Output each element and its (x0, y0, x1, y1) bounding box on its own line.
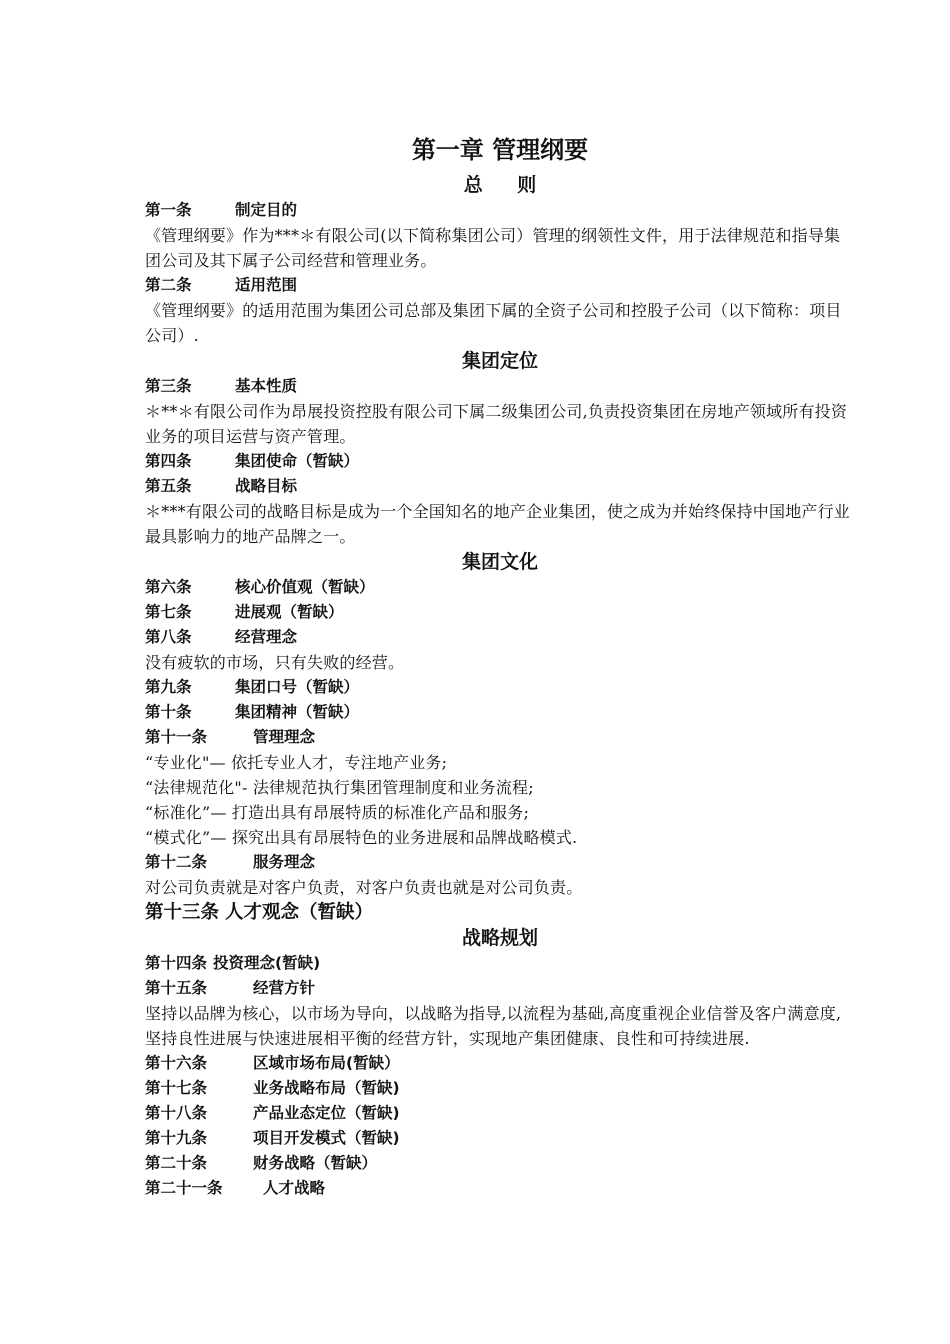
body-paragraph: “标准化”— 打造出具有昂展特质的标准化产品和服务; (145, 803, 530, 822)
article-heading (145, 700, 855, 725)
article-heading (145, 976, 855, 1001)
chapter-title: 第一章 管理纲要 (411, 136, 589, 164)
article-title: 人才战略 (263, 1179, 326, 1197)
article-title: 区域市场布局(暂缺） (253, 1054, 400, 1072)
body-paragraph: 坚持以品牌为核心，以市场为导向，以战略为指导,以流程为基础,高度重视企业信誉及客户满意度,坚持良性进展与快速进展相平衡的经营方针，实现地产集团健康、良性和可持续进展. (145, 1004, 842, 1048)
article-number: 第十九条 (145, 1129, 208, 1147)
article-title: 产品业态定位（暂缺) (253, 1104, 400, 1122)
article-title: 适用范围 (235, 276, 298, 294)
article-heading (145, 449, 855, 474)
article-heading (145, 1151, 855, 1176)
article-title: 经营方针 (253, 979, 316, 997)
article-number: 第八条 (145, 628, 192, 646)
article-number: 第九条 (145, 678, 192, 696)
article-number: 第十三条 (145, 902, 220, 923)
article-heading (145, 374, 855, 399)
article-title: 投资理念(暂缺) (213, 954, 321, 972)
article-number: 第十二条 (145, 853, 208, 871)
article-title: 服务理念 (253, 853, 316, 871)
article-number: 第十五条 (145, 979, 208, 997)
body-paragraph: ＊***有限公司的战略目标是成为一个全国知名的地产企业集团，使之成为并始终保持中国地产行业最具影响力的地产品牌之一。 (145, 502, 851, 546)
article-number: 第十四条 (145, 954, 208, 972)
article-heading (145, 474, 855, 499)
article-title: 集团精神（暂缺） (235, 703, 360, 721)
section-heading: 战略规划 (461, 927, 538, 949)
article-heading (145, 900, 855, 925)
article-number: 第十七条 (145, 1079, 208, 1097)
article-title: 进展观（暂缺） (235, 603, 344, 621)
article-heading (145, 1126, 855, 1151)
body-paragraph: “专业化"— 依托专业人才，专注地产业务; (145, 753, 448, 772)
article-heading (145, 625, 855, 650)
article-number: 第二十一条 (145, 1179, 223, 1197)
article-heading (145, 575, 855, 600)
article-heading (145, 1101, 855, 1126)
article-title: 管理理念 (253, 728, 316, 746)
article-number: 第五条 (145, 477, 192, 495)
article-title: 战略目标 (235, 477, 298, 495)
article-title: 业务战略布局（暂缺) (253, 1079, 400, 1097)
body-paragraph: ＊**＊有限公司作为昂展投资控股有限公司下属二级集团公司,负责投资集团在房地产领域所有投资业务的项目运营与资产管理。 (145, 402, 848, 446)
article-title: 人才观念（暂缺） (225, 902, 374, 923)
article-heading (145, 725, 855, 750)
article-number: 第十一条 (145, 728, 208, 746)
article-number: 第二条 (145, 276, 192, 294)
article-title: 集团口号（暂缺） (235, 678, 360, 696)
article-title: 项目开发模式（暂缺) (253, 1129, 400, 1147)
article-title: 集团使命（暂缺） (235, 452, 360, 470)
section-heading: 集团文化 (461, 551, 538, 573)
article-number: 第四条 (145, 452, 192, 470)
body-paragraph: 没有疲软的市场，只有失败的经营。 (145, 653, 405, 672)
article-number: 第十条 (145, 703, 192, 721)
section-heading: 集团定位 (461, 350, 538, 372)
article-number: 第一条 (145, 201, 192, 219)
article-number: 第十六条 (145, 1054, 208, 1072)
article-number: 第七条 (145, 603, 192, 621)
body-paragraph: 《管理纲要》作为***＊有限公司(以下简称集团公司）管理的纲领性文件，用于法律规范和指导集团公司及其下属子公司经营和管理业务。 (145, 226, 841, 270)
document-body (145, 134, 855, 1201)
article-title: 制定目的 (235, 201, 298, 219)
article-heading (145, 675, 855, 700)
body-paragraph: “模式化”— 探究出具有昂展特色的业务进展和品牌战略模式. (145, 828, 578, 847)
article-heading (145, 198, 855, 223)
article-number: 第六条 (145, 578, 192, 596)
body-paragraph: 《管理纲要》的适用范围为集团公司总部及集团下属的全资子公司和控股子公司（以下简称：项目公司）. (145, 301, 842, 345)
body-paragraph: 对公司负责就是对客户负责，对客户负责也就是对公司负责。 (145, 878, 583, 897)
article-title: 核心价值观（暂缺） (235, 578, 375, 596)
article-heading (145, 1076, 855, 1101)
article-heading (145, 1176, 855, 1201)
article-number: 第十八条 (145, 1104, 208, 1122)
section-heading: 总 则 (463, 174, 551, 196)
article-heading (145, 1051, 855, 1076)
article-title: 财务战略（暂缺） (253, 1154, 378, 1172)
article-heading (145, 273, 855, 298)
article-heading (145, 600, 855, 625)
article-title: 基本性质 (235, 377, 298, 395)
body-paragraph: “法律规范化"- 法律规范执行集团管理制度和业务流程; (145, 778, 534, 797)
article-heading (145, 850, 855, 875)
article-number: 第二十条 (145, 1154, 208, 1172)
article-heading (145, 951, 855, 976)
article-title: 经营理念 (235, 628, 298, 646)
article-number: 第三条 (145, 377, 192, 395)
